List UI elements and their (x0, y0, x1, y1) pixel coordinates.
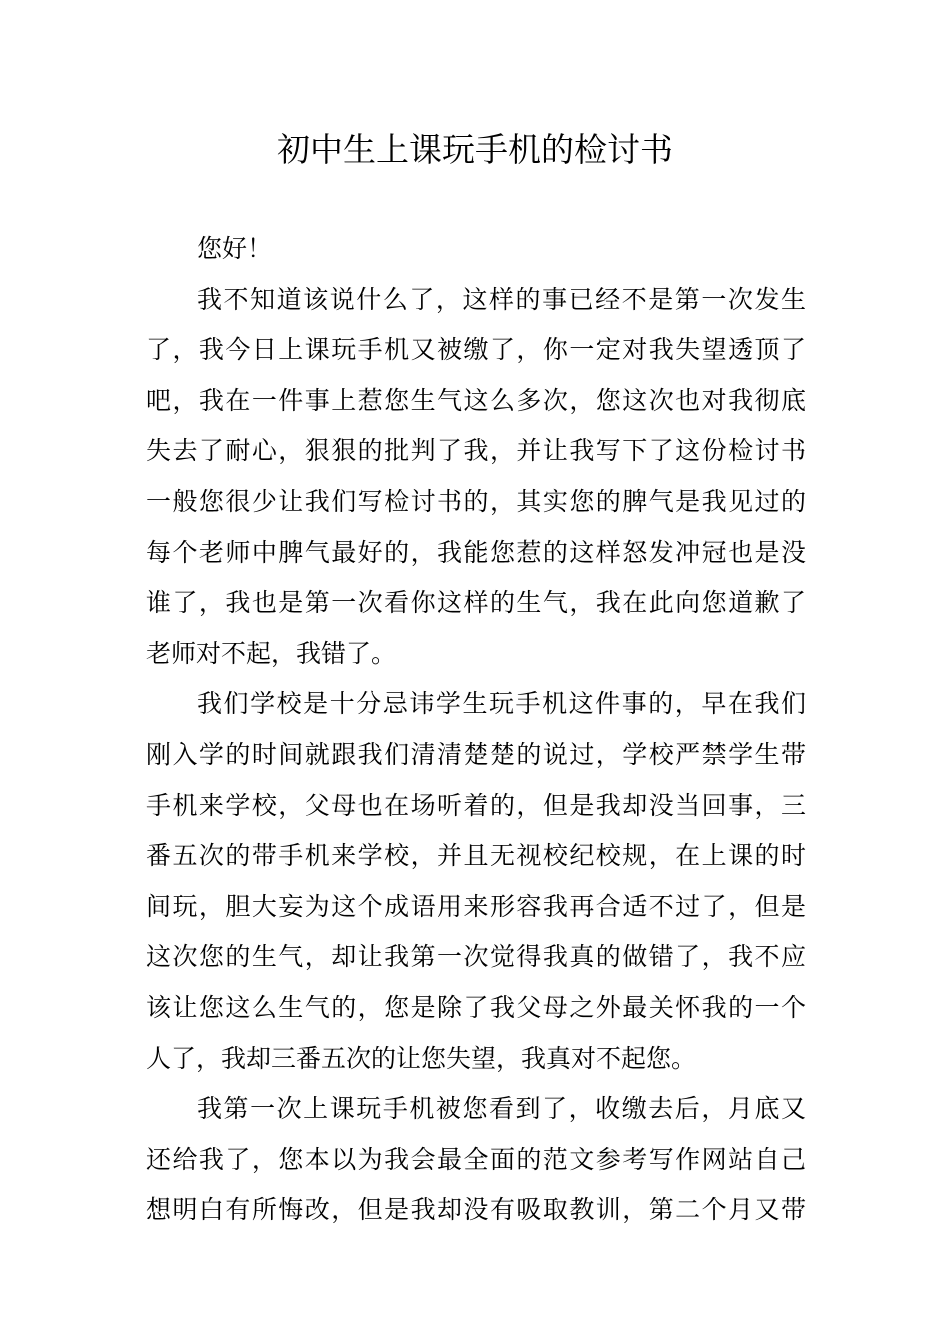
greeting: 您好！ (197, 234, 273, 263)
paragraph-2-line-3: 手机来学校，父母也在场听着的，但是我却没当回事，三 (146, 790, 806, 820)
paragraph-1-line-5: 一般您很少让我们写检讨书的，其实您的脾气是我见过的 (146, 486, 806, 516)
document-body (146, 224, 806, 1236)
document-title: 初中生上课玩手机的检讨书 (277, 130, 673, 169)
paragraph-3-line-3: 想明白有所悔改，但是我却没有吸取教训，第二个月又带 (146, 1195, 806, 1225)
paragraph-1-line-7: 谁了，我也是第一次看你这样的生气，我在此向您道歉了 (146, 588, 806, 618)
paragraph-1-line-6: 每个老师中脾气最好的，我能您惹的这样怒发冲冠也是没 (146, 537, 806, 567)
paragraph-2-line-8: 人了，我却三番五次的让您失望，我真对不起您。 (146, 1043, 697, 1073)
paragraph-1-line-4: 失去了耐心，狠狠的批判了我，并让我写下了这份检讨书 (146, 436, 806, 466)
paragraph-2-line-6: 这次您的生气，却让我第一次觉得我真的做错了，我不应 (146, 942, 806, 972)
paragraph-2-line-7: 该让您这么生气的，您是除了我父母之外最关怀我的一个 (146, 992, 806, 1022)
paragraph-2-line-2: 刚入学的时间就跟我们清清楚楚的说过，学校严禁学生带 (146, 739, 806, 769)
paragraph-3-line-1: 我第一次上课玩手机被您看到了，收缴去后，月底又 (197, 1094, 806, 1124)
paragraph-1-line-3: 吧，我在一件事上惹您生气这么多次，您这次也对我彻底 (146, 385, 806, 415)
paragraph-3-line-2: 还给我了，您本以为我会最全面的范文参考写作网站自己 (146, 1144, 806, 1174)
paragraph-2-line-5: 间玩，胆大妄为这个成语用来形容我再合适不过了，但是 (146, 891, 806, 921)
paragraph-2-line-4: 番五次的带手机来学校，并且无视校纪校规，在上课的时 (146, 841, 806, 871)
paragraph-1-line-2: 了，我今日上课玩手机又被缴了，你一定对我失望透顶了 (146, 335, 806, 365)
paragraph-1-line-1: 我不知道该说什么了，这样的事已经不是第一次发生 (197, 284, 806, 314)
paragraph-2-line-1: 我们学校是十分忌讳学生玩手机这件事的，早在我们 (197, 689, 806, 719)
paragraph-1-line-8: 老师对不起，我错了。 (146, 638, 397, 668)
